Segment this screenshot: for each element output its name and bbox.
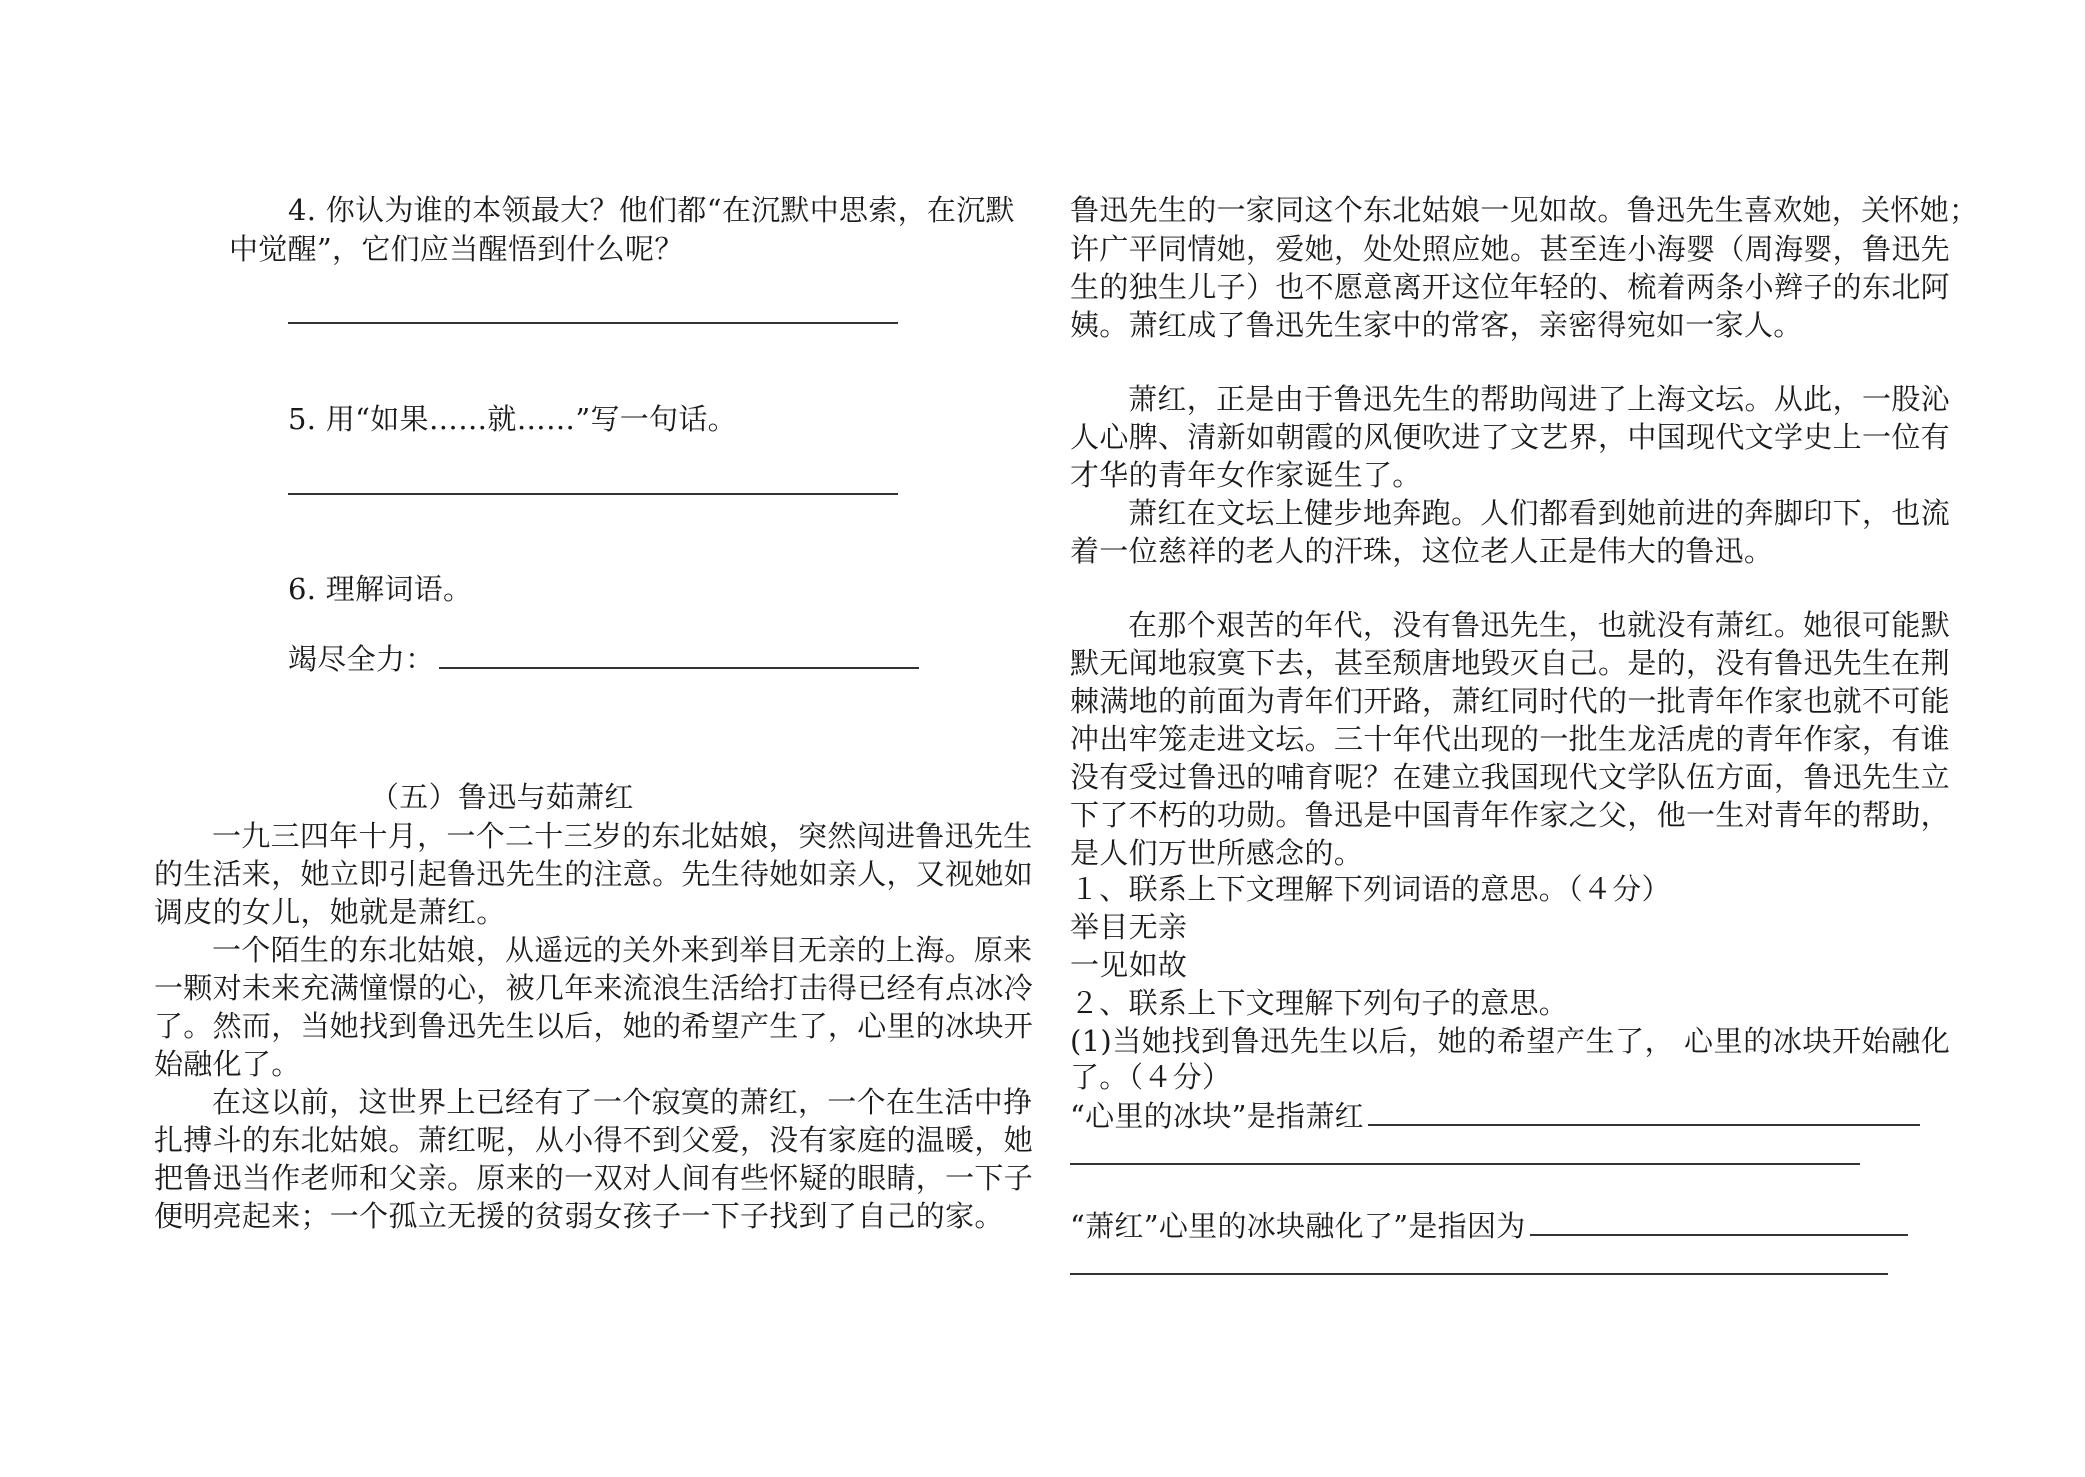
section-5-title: （五）鲁迅与茹萧红 [370, 780, 634, 814]
question-r2-answer-2-label: “萧红”心里的冰块融化了”是指因为 [1070, 1209, 1526, 1243]
question-5: 5. 用“如果……就……”写一句话。 [288, 402, 737, 436]
p7-line-1: 在那个艰苦的年代，没有鲁迅先生，也就没有萧红。她很可能默 [1128, 608, 1950, 642]
p7-line-4: 冲出牢笼走进文坛。三十年代出现的一批生龙活虎的青年作家，有谁 [1070, 722, 1950, 756]
p4-line-2: 许广平同情她，爱她，处处照应她。甚至连小海婴（周海婴，鲁迅先 [1070, 232, 1950, 266]
question-r2-sentence-line-1: (1)当她找到鲁迅先生以后，她的希望产生了， 心里的冰块开始融化 [1070, 1024, 1950, 1058]
p5-line-1: 萧红，正是由于鲁迅先生的帮助闯进了上海文坛。从此，一股沁 [1128, 382, 1950, 416]
section-5-p3-line-2: 扎搏斗的东北姑娘。萧红呢，从小得不到父爱，没有家庭的温暖，她 [154, 1123, 1034, 1157]
p7-line-3: 棘满地的前面为青年们开路，萧红同时代的一批青年作家也就不可能 [1070, 684, 1950, 718]
section-5-p3-line-3: 把鲁迅当作老师和父亲。原来的一双对人间有些怀疑的眼睛，一下子 [154, 1161, 1034, 1195]
question-r2-answer-2-line[interactable] [1530, 1212, 1908, 1236]
p5-line-3: 才华的青年女作家诞生了。 [1070, 458, 1422, 492]
p7-line-2: 默无闻地寂寞下去，甚至颓唐地毁灭自己。是的，没有鲁迅先生在荆 [1070, 646, 1950, 680]
question-r1: １、联系上下文理解下列词语的意思。（４分） [1070, 872, 1671, 906]
question-6-answer-line[interactable] [439, 645, 919, 669]
question-4-line-2: 中觉醒”，它们应当醒悟到什么呢？ [229, 232, 684, 266]
p4-line-4: 姨。萧红成了鲁迅先生家中的常客，亲密得宛如一家人。 [1070, 308, 1803, 342]
section-5-p2-line-1: 一个陌生的东北姑娘，从遥远的关外来到举目无亲的上海。原来 [212, 933, 1033, 967]
p6-line-1: 萧红在文坛上健步地奔跑。人们都看到她前进的奔脚印下，也流 [1128, 496, 1950, 530]
section-5-p1-line-1: 一九三四年十月，一个二十三岁的东北姑娘，突然闯进鲁迅先生 [212, 819, 1033, 853]
p5-line-2: 人心脾、清新如朝霞的风便吹进了文艺界，中国现代文学史上一位有 [1070, 420, 1950, 454]
p4-line-1: 鲁迅先生的一家同这个东北姑娘一见如故。鲁迅先生喜欢她，关怀她； [1070, 193, 1979, 227]
p7-line-5: 没有受过鲁迅的哺育呢？在建立我国现代文学队伍方面，鲁迅先生立 [1070, 760, 1950, 794]
section-5-p1-line-3: 调皮的女儿，她就是萧红。 [154, 895, 506, 929]
question-r2-answer-1 [1070, 1097, 1920, 1135]
p6-line-2: 着一位慈祥的老人的汗珠，这位老人正是伟大的鲁迅。 [1070, 534, 1774, 568]
section-5-p3-line-4: 便明亮起来；一个孤立无援的贫弱女孩子一下子找到了自己的家。 [154, 1199, 1004, 1233]
question-r2-sentence-line-2: 了。（４分） [1070, 1060, 1232, 1094]
question-r2-answer-1-line-2[interactable] [1070, 1163, 1860, 1165]
question-r2-answer-2-line-2[interactable] [1070, 1273, 1888, 1275]
question-r1-term-1: 举目无亲 [1070, 910, 1188, 944]
question-4-line-1: 4. 你认为谁的本领最大？他们都“在沉默中思索，在沉默 [288, 193, 1015, 227]
section-5-p2-line-3: 了。然而，当她找到鲁迅先生以后，她的希望产生了，心里的冰块开 [154, 1009, 1034, 1043]
p7-line-6: 下了不朽的功勋。鲁迅是中国青年作家之父，他一生对青年的帮助， [1070, 798, 1950, 832]
section-5-p1-line-2: 的生活来，她立即引起鲁迅先生的注意。先生待她如亲人，又视她如 [154, 857, 1034, 891]
section-5-p3-line-1: 在这以前，这世界上已经有了一个寂寞的萧红，一个在生活中挣 [212, 1085, 1033, 1119]
section-5-p2-line-2: 一颗对未来充满憧憬的心，被几年来流浪生活给打击得已经有点冰冷 [154, 971, 1034, 1005]
question-6-term [288, 640, 919, 678]
question-r2-answer-2 [1070, 1207, 1908, 1245]
p4-line-3: 生的独生儿子）也不愿意离开这位年轻的、梳着两条小辫子的东北阿 [1070, 270, 1950, 304]
section-5-p2-line-4: 始融化了。 [154, 1047, 301, 1081]
question-r1-term-2: 一见如故 [1070, 948, 1188, 982]
p7-line-7: 是人们万世所感念的。 [1070, 836, 1364, 870]
question-r2-answer-1-line[interactable] [1368, 1102, 1920, 1126]
question-r2-answer-1-label: “心里的冰块”是指萧红 [1070, 1099, 1364, 1133]
question-4-answer-line[interactable] [288, 322, 898, 324]
question-r2: ２、联系上下文理解下列句子的意思。 [1070, 986, 1569, 1020]
question-5-answer-line[interactable] [288, 493, 898, 495]
question-6-term-label: 竭尽全力： [288, 642, 435, 676]
question-6: 6. 理解词语。 [288, 572, 473, 606]
